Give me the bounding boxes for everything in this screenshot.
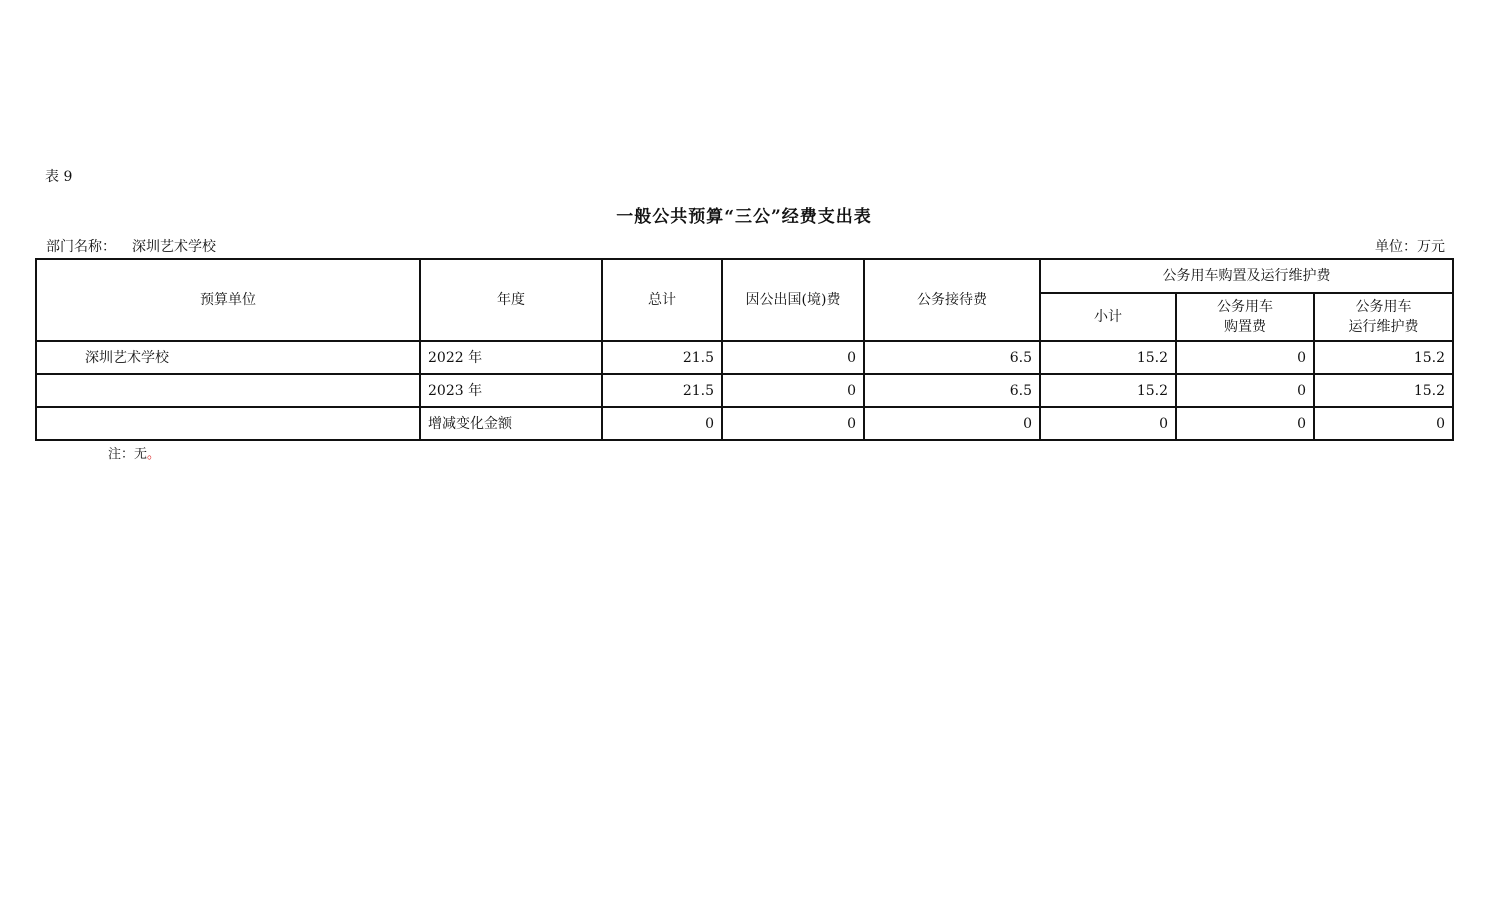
- cell-reception: 6.5: [864, 341, 1040, 374]
- header-year: 年度: [420, 259, 602, 341]
- cell-purchase: 0: [1176, 341, 1314, 374]
- cell-maintenance: 15.2: [1314, 374, 1453, 407]
- expense-table: [35, 258, 1454, 441]
- cell-year: 2023 年: [420, 374, 602, 407]
- cell-total: 21.5: [602, 374, 722, 407]
- department-label: 部门名称：: [46, 239, 116, 255]
- cell-purchase: 0: [1176, 374, 1314, 407]
- cell-unit: [36, 374, 420, 407]
- header-vehicle-group: 公务用车购置及运行维护费: [1040, 259, 1453, 293]
- cell-year: 增减变化金额: [420, 407, 602, 440]
- header-vehicle-maintenance: [1314, 293, 1453, 341]
- cell-maintenance: 0: [1314, 407, 1453, 440]
- footnote-mark: 。: [147, 447, 161, 462]
- table-row: [36, 407, 1453, 440]
- table-row: [36, 341, 1453, 374]
- header-budget-unit: 预算单位: [36, 259, 420, 341]
- header-subtotal: 小计: [1040, 293, 1176, 341]
- cell-unit: [36, 407, 420, 440]
- header-vehicle-maintenance-line2: 运行维护费: [1348, 319, 1419, 335]
- cell-subtotal: 15.2: [1040, 341, 1176, 374]
- footnote-text: 注：无: [108, 447, 148, 462]
- department-name: 深圳艺术学校: [132, 239, 216, 255]
- header-vehicle-purchase: [1176, 293, 1314, 341]
- cell-purchase: 0: [1176, 407, 1314, 440]
- unit-label: 单位：万元: [1375, 239, 1445, 255]
- table-row: [36, 374, 1453, 407]
- header-vehicle-purchase-line2: 购置费: [1224, 319, 1266, 335]
- cell-total: 21.5: [602, 341, 722, 374]
- header-total: 总计: [602, 259, 722, 341]
- header-vehicle-maintenance-line1: 公务用车: [1355, 299, 1412, 315]
- cell-subtotal: 15.2: [1040, 374, 1176, 407]
- cell-reception: 0: [864, 407, 1040, 440]
- header-abroad: 因公出国(境)费: [722, 259, 864, 341]
- department-line: [46, 236, 216, 256]
- cell-unit: 深圳艺术学校: [36, 341, 420, 374]
- cell-abroad: 0: [722, 374, 864, 407]
- header-vehicle-purchase-line1: 公务用车: [1217, 299, 1273, 315]
- cell-abroad: 0: [722, 407, 864, 440]
- header-row-1: [36, 259, 1453, 293]
- header-reception: 公务接待费: [864, 259, 1040, 341]
- cell-reception: 6.5: [864, 374, 1040, 407]
- cell-abroad: 0: [722, 341, 864, 374]
- page-title: 一般公共预算“三公”经费支出表: [616, 207, 872, 227]
- cell-total: 0: [602, 407, 722, 440]
- footnote: [108, 443, 160, 462]
- cell-maintenance: 15.2: [1314, 341, 1453, 374]
- cell-subtotal: 0: [1040, 407, 1176, 440]
- cell-year: 2022 年: [420, 341, 602, 374]
- table-number: 表 9: [45, 169, 73, 185]
